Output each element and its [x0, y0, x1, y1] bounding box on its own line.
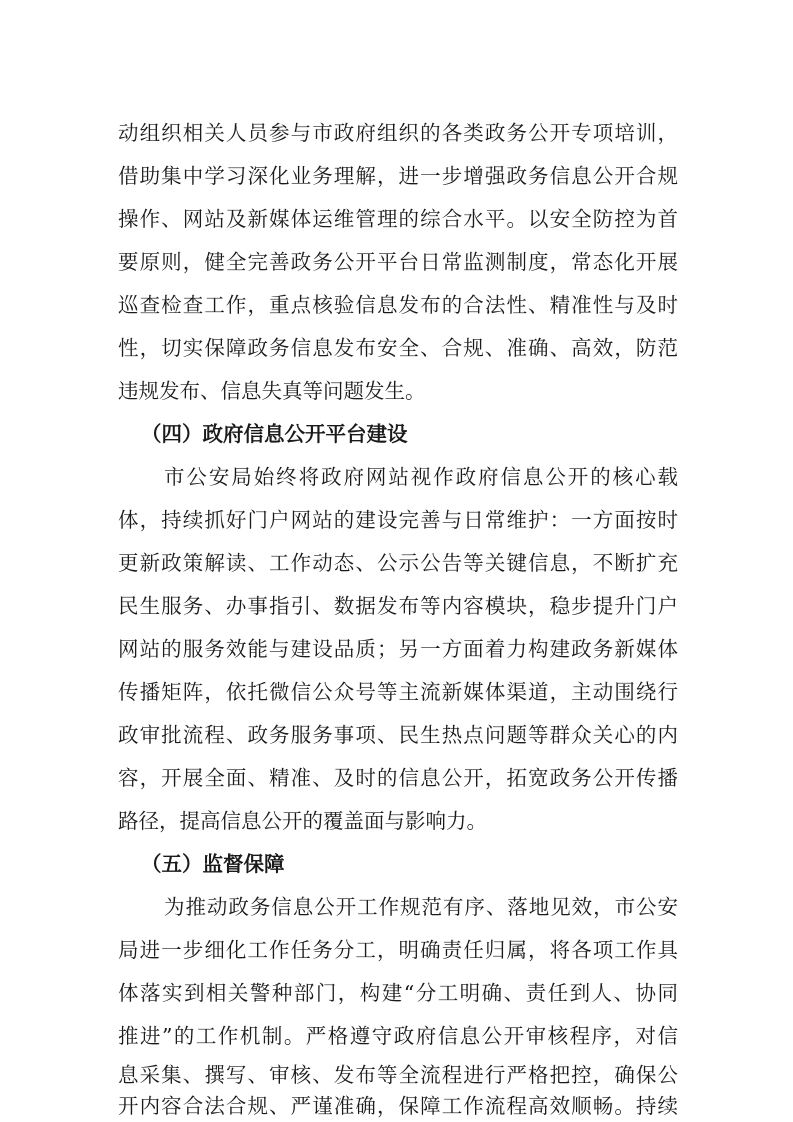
paragraph-line: 体落实到相关警种部门，构建“分工明确、责任到人、协同: [118, 981, 678, 1005]
paragraph-line: 要原则，健全完善政务公开平台日常监测制度，常态化开展: [118, 250, 678, 274]
paragraph-line: 市公安局始终将政府网站视作政府信息公开的核心载: [164, 465, 678, 489]
paragraph-line: 巡查检查工作，重点核验信息发布的合法性、精准性与及时: [118, 293, 678, 317]
paragraph-line: 体，持续抓好门户网站的建设完善与日常维护：一方面按时: [118, 508, 678, 532]
paragraph-line: 动组织相关人员参与市政府组织的各类政务公开专项培训，: [118, 121, 678, 145]
section-heading-4: （四）政府信息公开平台建设: [141, 422, 408, 446]
paragraph-line: 路径，提高信息公开的覆盖面与影响力。: [118, 809, 487, 833]
paragraph-line: 息采集、撰写、审核、发布等全流程进行严格把控，确保公: [118, 1063, 678, 1087]
paragraph-line: 民生服务、办事指引、数据发布等内容模块，稳步提升门户: [118, 594, 678, 618]
paragraph-line: 政审批流程、政务服务事项、民生热点问题等群众关心的内: [118, 723, 678, 747]
paragraph-line: 更新政策解读、工作动态、公示公告等关键信息，不断扩充: [118, 551, 678, 575]
paragraph-line: 局进一步细化工作任务分工，明确责任归属，将各项工作具: [118, 938, 678, 962]
paragraph-line: 借助集中学习深化业务理解，进一步增强政务信息公开合规: [118, 164, 678, 188]
paragraph-line: 操作、网站及新媒体运维管理的综合水平。以安全防控为首: [118, 207, 678, 231]
paragraph-line: 性，切实保障政务信息发布安全、合规、准确、高效，防范: [118, 336, 678, 360]
paragraph-line: 网站的服务效能与建设品质；另一方面着力构建政务新媒体: [118, 637, 678, 661]
paragraph-line: 容，开展全面、精准、及时的信息公开，拓宽政务公开传播: [118, 766, 678, 790]
section-heading-5: （五）监督保障: [141, 852, 285, 876]
paragraph-line: 开内容合法合规、严谨准确，保障工作流程高效顺畅。持续: [118, 1094, 678, 1118]
paragraph-line: 为推动政务信息公开工作规范有序、落地见效，市公安: [164, 895, 678, 919]
paragraph-line: 推进”的工作机制。严格遵守政府信息公开审核程序，对信: [118, 1024, 678, 1048]
paragraph-line: 传播矩阵，依托微信公众号等主流新媒体渠道，主动围绕行: [118, 680, 678, 704]
paragraph-line: 违规发布、信息失真等问题发生。: [118, 379, 426, 403]
